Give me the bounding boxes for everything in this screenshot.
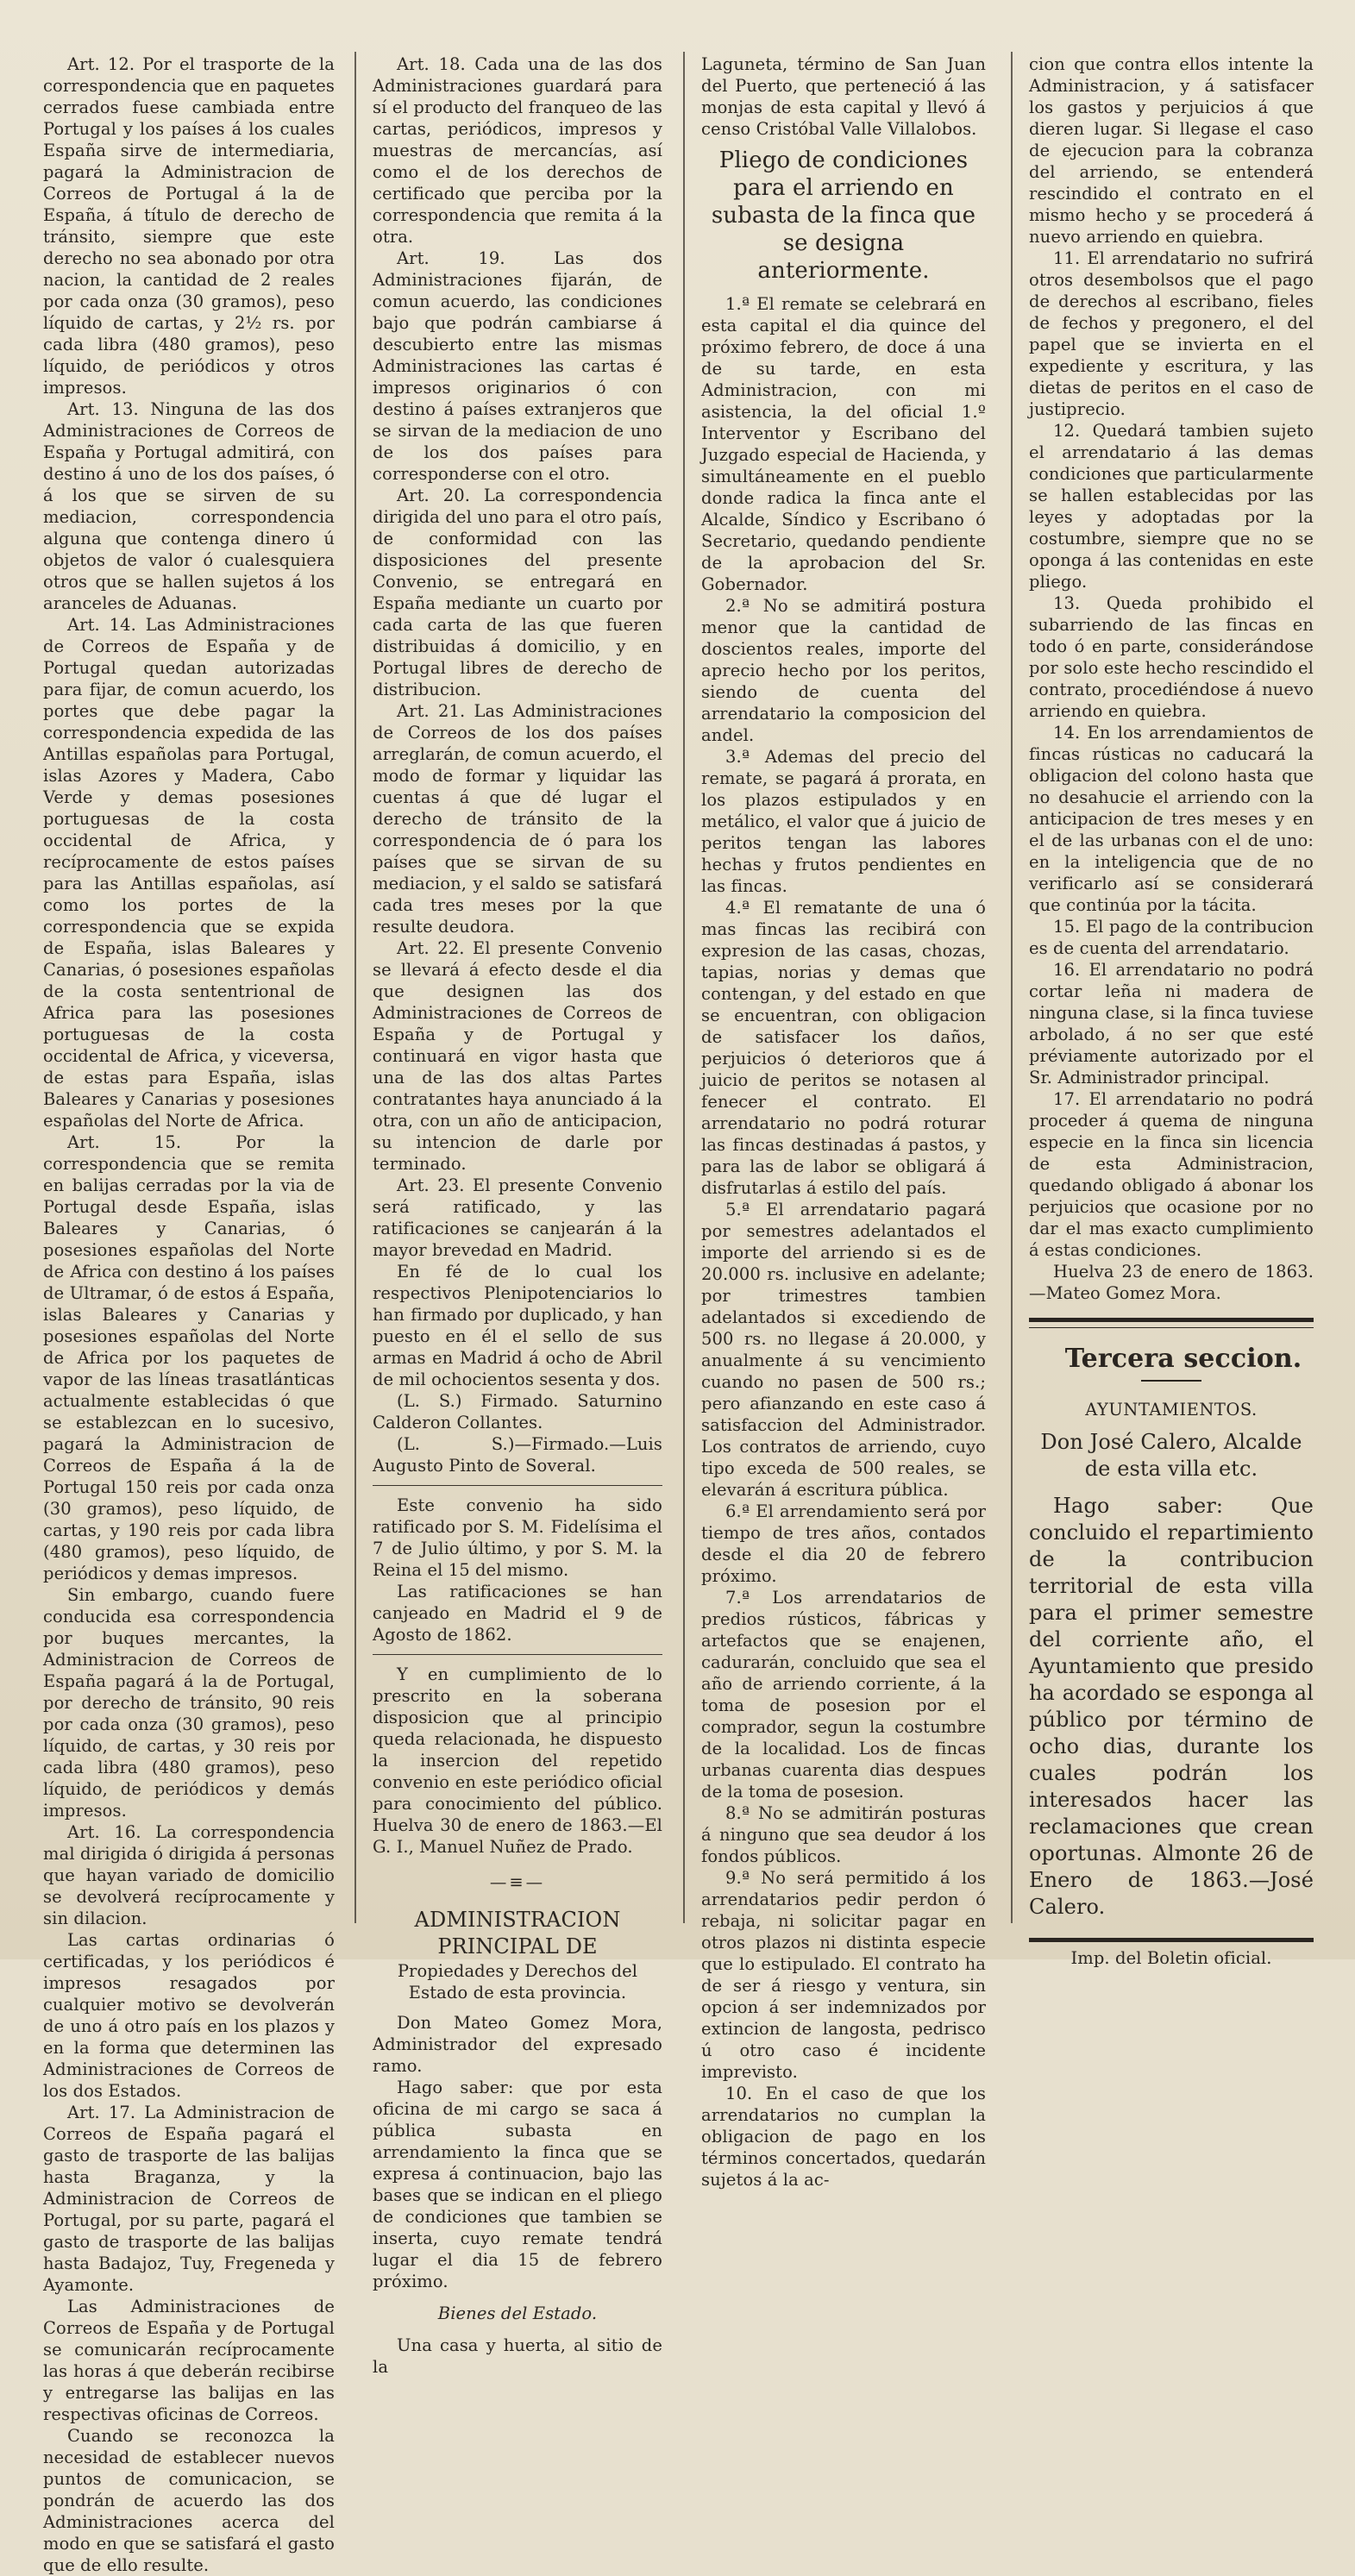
column-3: [701, 53, 986, 2191]
article-17-cont-2: Cuando se reconozca la necesidad de establecer nuevos puntos de comunicacion, se pondrán de acuerdo las dos Administraciones acerca del modo en que se satisfará el gasto que de ello resulte.: [43, 2426, 335, 2575]
ayuntamientos-heading: AYUNTAMIENTOS.: [1085, 1400, 1258, 1420]
insertion-notice: Y en cumplimiento de lo prescrito en la soberana disposicion que al principio queda relacionada, he dispuesto la insercion del repetido convenio en este periódico oficial para conocimiento del público. Huelva 30 de enero de 1863.—El G. I., Manuel Nuñez de Prado.: [373, 1664, 662, 1857]
article-22: Art. 22. El presente Convenio se llevará á efecto desde el dia que designen las dos Administraciones de Correos de España y de Portugal y continuará en vigor hasta que una de las dos altas Partes contratantes haya anunciado á la otra, con un año de anticipacion, su intencion de darle por terminado.: [373, 938, 662, 1174]
condition-8: 8.ª No se admitirán posturas á ninguno que sea deudor á los fondos públicos.: [701, 1803, 986, 1866]
condition-10-cont: cion que contra ellos intente la Administracion, y á satisfacer los gastos y perjuicios á que dieren lugar. Si llegase el caso de ejecucion para la cobranza del arriendo, se entenderá rescindido el contrato en el mismo hecho y se procederá á nuevo arriendo en quiebra.: [1029, 54, 1314, 247]
section-title: Tercera seccion.: [1064, 1344, 1302, 1374]
column-rule-1: [354, 52, 356, 1923]
article-19: Art. 19. Las dos Administraciones fijarán, de comun acuerdo, las condiciones bajo que podrán cambiarse á descubierto entre las mismas Administraciones las cartas é impresos originarios ó con destino á países extranjeros que se sirvan de la mediacion de uno de los dos países para corresponderse con el otro.: [373, 248, 662, 484]
ratification-box: [373, 1485, 662, 1655]
article-17-cont: Las Administraciones de Correos de España y de Portugal se comunicarán recíprocamente las horas á que deberán recibirse y entregarse las balijas en las respectivas oficinas de Correos.: [43, 2297, 335, 2424]
condition-13: 13. Queda prohibido el subarriendo de las fincas en todo ó en parte, considerándose por solo este hecho rescindido el contrato, procediéndose á nuevo arriendo en quiebra.: [1029, 593, 1314, 721]
condition-6: 6.ª El arrendamiento será por tiempo de tres años, contados desde el dia 20 de febrero próximo.: [701, 1501, 986, 1586]
column-4: [1029, 53, 1314, 1969]
condition-14: 14. En los arrendamientos de fincas rústicas no caducará la obligacion del colono hasta que no desahucie el arriendo con la anticipacion de tres meses y en el de las urbanas con el de uno: en la inteligencia que de no verificarlo así se considerará que continúa por la tácita.: [1029, 723, 1314, 915]
section-title-dash: [1141, 1380, 1201, 1382]
conditions-signature: Huelva 23 de enero de 1863.—Mateo Gomez Mora.: [1029, 1262, 1314, 1303]
condition-4: 4.ª El rematante de una ó mas fincas las recibirá con expresion de las casas, chozas, tapias, norias y demas que contengan, y del estado en que se encuentran, con obligacion de satisfacer los daños, perjuicios ó deterioros que á juicio de peritos se notasen al fenecer el contrato. El arrendatario no podrá roturar las fincas destinadas á pastos, y para las de labor se obligará á disfrutarlas á estilo del país.: [701, 898, 986, 1198]
section-rule-bottom: [1029, 1327, 1314, 1328]
article-18: Art. 18. Cada una de las dos Administraciones guardará para sí el producto del franqueo de las cartas, periódicos, impresos y muestras de mercancías, así como el de los derechos de certificado que perciba por la correspondencia que remita á la otra.: [373, 54, 662, 247]
article-16-cont: Las cartas ordinarias ó certificadas, y los periódicos é impresos resagados por cualquier motivo se devolverán de uno á otro país en los plazos y en la forma que determinen las Administraciones de Correos de los dos Estados.: [43, 1930, 335, 2101]
footer-rule: [1029, 1938, 1314, 1942]
article-12: Art. 12. Por el trasporte de la correspondencia que en paquetes cerrados fuese cambiada entre Portugal y los países á los cuales España sirve de intermediaria, pagará la Administracion de Correos de Portugal á la de España, á título de derecho de tránsito, siempre que este derecho no sea abonado por otra nacion, la cantidad de 2 reales por cada onza (30 gramos), peso líquido de cartas, y 2½ rs. por cada libra (480 gramos), peso líquido, de periódicos y otros impresos.: [43, 54, 335, 398]
admin-subtitle: Propiedades y Derechos del Estado de esta provincia.: [397, 1961, 638, 2003]
condition-11: 11. El arrendatario no sufrirá otros desembolsos que el pago de derechos al escribano, fieles de fechos y pregonero, el del papel que se invierta en el expediente y escritura, y las dietas de peritos en el caso de justiprecio.: [1029, 248, 1314, 419]
separator-ornament: —≡—: [489, 1872, 546, 1892]
alcalde-name: Don José Calero, Alcalde de esta villa etc.: [1040, 1430, 1302, 1481]
municipal-notice: Hago saber: Que concluido el repartimiento de la contribucion territorial de esta villa para el primer semestre del corriente año, el Ayuntamiento que presido ha acordado se esponga al público por término de ocho dias, durante los cuales podrán los interesados hacer las reclamaciones que crean oportunas. Almonte 26 de Enero de 1863.—José Calero.: [1029, 1494, 1314, 1919]
signature-pinto: (L. S.)—Firmado.—Luis Augusto Pinto de Soveral.: [373, 1434, 662, 1476]
condition-9: 9.ª No será permitido á los arrendatarios pedir perdon ó rebaja, ni solicitar pagar en otros plazos ni distinta especie que lo estipulado. El contrato ha de ser á riesgo y ventura, sin opcion á ser indemnizados por extincion de langosta, pedrisco ú otro caso é incidente imprevisto.: [701, 1868, 986, 2082]
column-rule-2: [683, 52, 685, 1923]
column-1: [43, 53, 335, 2576]
condition-1: 1.ª El remate se celebrará en esta capital el dia quince del próximo febrero, de doce á una de su tarde, en esta Administracion, con mi asistencia, la del oficial 1.º Interventor y Escribano del Juzgado especial de Hacienda, y simultáneamente en el pueblo donde radica la finca ante el Alcalde, Síndico y Escribano ó Secretario, quedando pendiente de la aprobacion del Sr. Gobernador.: [701, 294, 986, 594]
condition-3: 3.ª Ademas del precio del remate, se pagará á prorata, en los plazos estipulados y en metálico, el valor que á juicio de peritos tengan las labores hechas y frutos pendientes en las fincas.: [701, 747, 986, 896]
condition-17: 17. El arrendatario no podrá proceder á quema de ninguna especie en la finca sin licencia de esta Administracion, quedando obligado á abonar los perjuicios que ocasione por no dar el mas exacto cumplimiento á estas condiciones.: [1029, 1089, 1314, 1260]
property-description: Una casa y huerta, al sitio de la: [373, 2335, 662, 2377]
ratification-exchange: Las ratificaciones se han canjeado en Madrid el 9 de Agosto de 1862.: [373, 1582, 662, 1645]
bienes-heading: Bienes del Estado.: [437, 2303, 598, 2323]
printer-imprint: Imp. del Boletin oficial.: [1070, 1948, 1272, 1968]
condition-2: 2.ª No se admitirá postura menor que la cantidad de doscientos reales, importe del aprecio hecho por los peritos, siendo de cuenta del arrendatario la composicion del andel.: [701, 596, 986, 745]
signature-calderon: (L. S.) Firmado. Saturnino Calderon Collantes.: [373, 1391, 662, 1432]
section-rule-top: [1029, 1318, 1314, 1322]
article-16: Art. 16. La correspondencia mal dirigida ó dirigida á personas que hayan variado de domicilio se devolverá recíprocamente y sin dilacion.: [43, 1822, 335, 1928]
column-rule-3: [1011, 52, 1013, 1923]
conditions-heading: Pliego de condiciones para el arriendo en subasta de la finca que se designa anteriormente.: [711, 147, 976, 284]
article-20: Art. 20. La correspondencia dirigida del uno para el otro país, de conformidad con las disposiciones del presente Convenio, se entregará en España mediante un cuarto por cada carta de las que fueren distribuidas á domicilio, y en Portugal libres de derecho de distribucion.: [373, 486, 662, 699]
article-17: Art. 17. La Administracion de Correos de España pagará el gasto de trasporte de las balijas hasta Braganza, y la Administracion de Correos de Portugal, por su parte, pagará el gasto de trasporte de las balijas hasta Badajoz, Tuy, Fregeneda y Ayamonte.: [43, 2103, 335, 2295]
ratification-note: Este convenio ha sido ratificado por S. M. Fidelísima el 7 de Julio último, y por S. M. la Reina el 15 del mismo.: [373, 1495, 662, 1580]
signature-intro: En fé de lo cual los respectivos Plenipotenciarios lo han firmado por duplicado, y han puesto en él el sello de sus armas en Madrid á ocho de Abril de mil ochocientos sesenta y dos.: [373, 1262, 662, 1389]
admin-title: ADMINISTRACION PRINCIPAL DE: [414, 1908, 621, 1959]
article-21: Art. 21. Las Administraciones de Correos de los dos países arreglarán, de comun acuerdo, el modo de formar y liquidar las cuentas á que dé lugar el derecho de tránsito de la correspondencia de ó para los países que se sirvan de su mediacion, y el saldo se satisfará cada tres meses por la que resulte deudora.: [373, 701, 662, 937]
article-23: Art. 23. El presente Convenio será ratificado, y las ratificaciones se canjearán á la mayor brevedad en Madrid.: [373, 1175, 662, 1260]
condition-12: 12. Quedará tambien sujeto el arrendatario á las demas condiciones que particularmente se hallen establecidas por las leyes y adoptadas por la costumbre, siempre que no se oponga á las contenidas en este pliego.: [1029, 421, 1314, 592]
condition-5: 5.ª El arrendatario pagará por semestres adelantados el importe del arriendo si es de 20.000 rs. inclusive en adelante; por trimestres tambien adelantados si excediendo de 500 rs. no llegase á 20.000, y anualmente á su vencimiento cuando no pasen de 500 rs.; pero afianzando en este caso á satisfaccion del Administrador. Los contratos de arriendo, cuyo tipo exceda de 500 reales, se elevarán á escritura pública.: [701, 1200, 986, 1500]
article-13: Art. 13. Ninguna de las dos Administraciones de Correos de España y Portugal admitirá, con destino á uno de los dos países, ó á los que se sirven de su mediacion, correspondencia alguna que contenga dinero ú objetos de valor ó cualesquiera otros que se hallen sujetos á los aranceles de Aduanas.: [43, 399, 335, 613]
article-14: Art. 14. Las Administraciones de Correos de España y de Portugal quedan autorizadas para fijar, de comun acuerdo, los portes que debe pagar la correspondencia expedida de las Antillas españolas para Portugal, islas Azores y Madera, Cabo Verde y demas posesiones portuguesas de la costa occidental de Africa, y recíprocamente de estos países para las Antillas españolas, así como los portes de la correspondencia que se expida de España, islas Baleares y Canarias, ó posesiones españolas de la costa sententrional de Africa para las posesiones portuguesas de la costa occidental de Africa, y viceversa, de estas para España, islas Baleares y Canarias y posesiones españolas del Norte de Africa.: [43, 615, 335, 1131]
condition-7: 7.ª Los arrendatarios de predios rústicos, fábricas y artefactos que se enajenen, cadurarán, concluido que sea el año de arriendo corriente, á la toma de posesion por el comprador, segun la costumbre de la localidad. Los de fincas urbanas cuarenta dias despues de la toma de posesion.: [701, 1588, 986, 1802]
condition-10: 10. En el caso de que los arrendatarios no cumplan la obligacion de pago en los términos concertados, quedarán sujetos á la ac-: [701, 2084, 986, 2190]
administrator-name: Don Mateo Gomez Mora, Administrador del expresado ramo.: [373, 2013, 662, 2076]
column-2: [373, 53, 662, 2378]
article-15: Art. 15. Por la correspondencia que se remita en balijas cerradas por la via de Portugal desde España, islas Baleares y Canarias, ó posesiones españolas del Norte de Africa con destino á los países de Ultramar, ó de estos á España, islas Baleares y Canarias y posesiones españolas del Norte de Africa por los paquetes de vapor de las líneas trasatlánticas actualmente establecidas ó que se establezcan en lo sucesivo, pagará la Administracion de Correos de España á la de Portugal 150 reis por cada onza (30 gramos), peso líquido, de cartas, y 190 reis por cada libra (480 gramos), peso líquido, de periódicos y demas impresos.: [43, 1132, 335, 1583]
property-description-cont: Laguneta, término de San Juan del Puerto, que perteneció á las monjas de esta capital y llevó á censo Cristóbal Valle Villalobos.: [701, 54, 986, 139]
condition-15: 15. El pago de la contribucion es de cuenta del arrendatario.: [1029, 917, 1314, 958]
article-15-cont: Sin embargo, cuando fuere conducida esa correspondencia por buques mercantes, la Administracion de Correos de España pagará á la de Portugal, por derecho de tránsito, 90 reis por cada onza (30 gramos), peso líquido, de cartas, y 30 reis por cada libra (480 gramos), peso líquido, de periódicos y demás impresos.: [43, 1585, 335, 1821]
auction-notice: Hago saber: que por esta oficina de mi cargo se saca á pública subasta en arrendamiento la finca que se expresa á continuacion, bajo las bases que se indican en el pliego de condiciones que tambien se inserta, cuyo remate tendrá lugar el dia 15 de febrero próximo.: [373, 2078, 662, 2291]
condition-16: 16. El arrendatario no podrá cortar leña ni madera de ninguna clase, si la finca tuviese arbolado, á no ser que esté préviamente autorizado por el Sr. Administrador principal.: [1029, 960, 1314, 1087]
